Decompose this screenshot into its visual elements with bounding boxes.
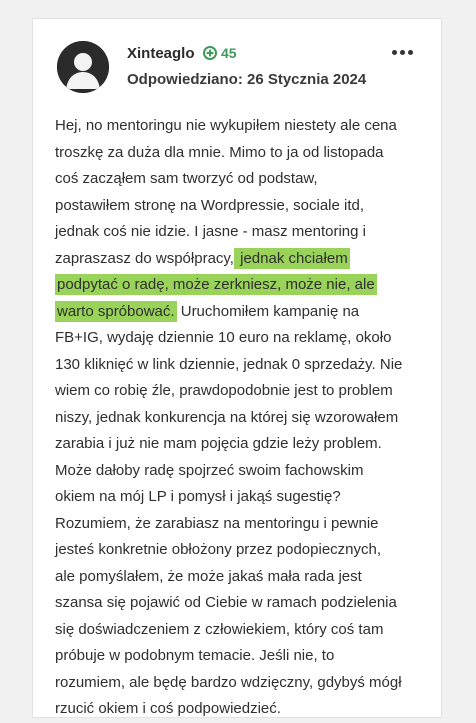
post-text-line: rozumiem, ale będę bardzo wdzięczny, gdybyś mógł — [55, 673, 402, 691]
post-text-line: próbuje w podobnym temacie. Jeśli nie, to — [55, 647, 335, 664]
post-text-line: okiem na mój LP i pomysł i jakąś sugestię? — [55, 488, 341, 505]
highlighted-text: podpytać o radę, może zerkniesz, może nie, ale — [57, 276, 375, 293]
author-name[interactable]: Xinteaglo — [127, 45, 195, 62]
answered-date: Odpowiedziano: 26 Stycznia 2024 — [127, 71, 367, 88]
highlighted-text: warto spróbować. — [57, 302, 175, 320]
ellipsis-icon — [392, 50, 397, 55]
ellipsis-icon — [408, 50, 413, 55]
post-text-segment: Uruchomiłem kampanię na — [176, 302, 360, 320]
plus-circle-icon — [203, 46, 217, 60]
highlighted-text: jednak chciałem — [235, 249, 348, 267]
forum-post-card — [32, 18, 442, 718]
post-text-line: Hej, no mentoringu nie wykupiłem niestety ale cena — [55, 117, 397, 134]
avatar[interactable] — [57, 41, 109, 93]
post-text-line: jednak coś nie idzie. I jasne - masz mentoring i — [55, 223, 366, 240]
post-text-segment: zapraszasz do współpracy, — [55, 249, 234, 267]
post-text-line: 130 kliknięć w link dziennie, jednak 0 sprzedaży. Nie — [55, 355, 403, 373]
post-content — [55, 113, 429, 723]
post-text-line: jesteś konkretnie obłożony przez podopiecznych, — [55, 541, 382, 558]
post-text-line: niszy, jednak konkurencja na której się wzorowałem — [55, 408, 399, 426]
post-text-line: rzucić okiem i coś podpowiedzieć. — [55, 700, 281, 717]
post-text-line — [55, 272, 429, 299]
post-text-line: coś zacząłem sam tworzyć od podstaw, — [55, 170, 318, 187]
post-text-line: ale pomyślałem, że może jakaś mała rada jest — [55, 567, 362, 585]
reputation-count: 45 — [221, 45, 237, 61]
post-text-line — [55, 246, 429, 273]
post-text-line: troszkę za duża dla mnie. Mimo to ja od listopada — [55, 143, 384, 161]
post-text-line: się doświadczeniem z człowiekiem, który coś tam — [55, 620, 384, 638]
reputation-badge — [203, 45, 237, 61]
post-text-line: szansa się pojawić od Ciebie w ramach podzielenia — [55, 594, 397, 611]
default-user-icon — [57, 41, 109, 93]
ellipsis-icon — [400, 50, 405, 55]
post-options-button[interactable] — [388, 43, 416, 61]
post-text-line: Może dałoby radę spojrzeć swoim fachowskim — [55, 461, 364, 479]
post-text-line: zarabia i już nie mam pojęcia gdzie leży problem. — [55, 435, 382, 452]
post-text-line: postawiłem stronę na Wordpressie, sociale itd, — [55, 196, 365, 214]
post-text-line — [55, 299, 429, 326]
post-text-line: Rozumiem, że zarabiasz na mentoringu i pewnie — [55, 514, 379, 532]
post-text-line: FB+IG, wydaję dziennie 10 euro na reklamę, około — [55, 329, 392, 346]
post-text-line: wiem co robię źle, prawdopodobnie jest to problem — [55, 382, 393, 399]
